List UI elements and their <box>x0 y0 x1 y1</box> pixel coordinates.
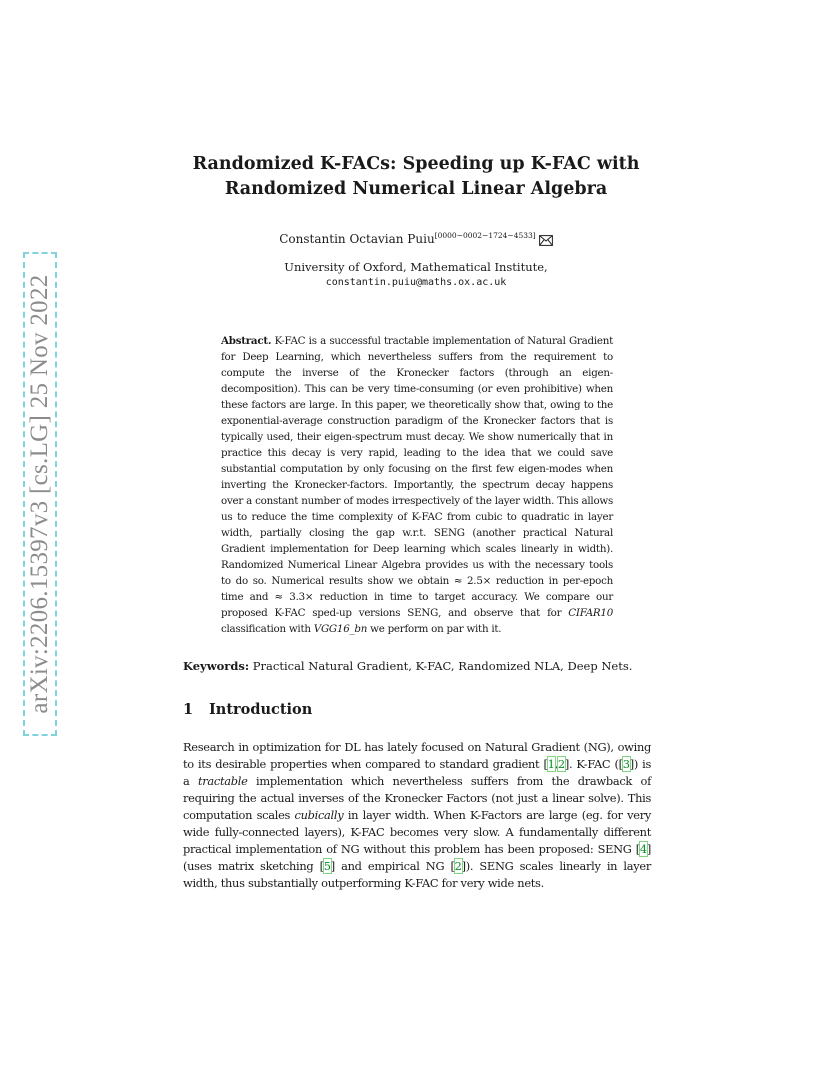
institution: University of Oxford, Mathematical Institute, <box>284 260 548 274</box>
intro-text: becomes very slow. A fundamentally different practical implementation of NG without this problem has been proposed: <box>183 825 651 856</box>
intro-text: ]). <box>461 859 480 873</box>
citation-link[interactable]: 5 <box>323 859 331 873</box>
citation-link[interactable]: 2 <box>557 757 565 771</box>
intro-seng: SENG <box>479 859 514 873</box>
intro-emphasis: tractable <box>198 774 248 788</box>
title-line-2: Randomized Numerical Linear Algebra <box>224 179 608 199</box>
keywords-label: Keywords: <box>183 659 250 673</box>
intro-text: ([ <box>610 757 623 771</box>
envelope-icon[interactable] <box>539 234 553 250</box>
abstract-text-4: sped-up versions <box>305 607 408 619</box>
section-title: Introduction <box>209 701 313 718</box>
abstract-kfac-1: K-FAC <box>274 335 306 347</box>
intro-text: ] (uses matrix sketching [ <box>183 842 651 873</box>
affiliation <box>150 259 682 291</box>
arxiv-identifier[interactable]: arXiv:2206.15397v3 [cs.LG] 25 Nov 2022 <box>26 274 53 714</box>
intro-text: ]. <box>564 757 577 771</box>
abstract-seng-1: SENG <box>433 527 465 539</box>
intro-text: ]) is a <box>183 757 651 788</box>
abstract-kfac-2: K-FAC <box>411 511 443 523</box>
intro-kfac: K-FAC <box>404 876 439 890</box>
citation-link[interactable]: 3 <box>622 757 630 771</box>
abstract <box>221 333 613 637</box>
abstract-text-1: is a successful tractable implementation of Natural Gradient for Deep Learning, which nevertheless suffers from the requirement to compute the inverse of the Kronecker factors (through an eigen-decomposition). This can be very time-consuming (or even prohibitive) when these factors are large. In this paper, we theoretically show that, owing to the exponential-average construction paradigm of the Kronecker factors that is typically used, their eigen-spectrum must decay. We show numerically that in practice this decay is very rapid, leading to the idea that we could save substantial computation by only focusing on the first few eigen-modes when inverting the Kronecker-factors. Importantly, the spectrum decay happens over a constant number of modes irrespectively of the layer width. This allows us to reduce the time complexity of <box>221 335 613 523</box>
intro-text: ] and empirical NG [ <box>330 859 455 873</box>
intro-text: , <box>554 757 558 771</box>
abstract-vgg16bn: VGG16_bn <box>313 623 368 635</box>
intro-text: in layer width. When K-Factors are large (eg. for very wide fully-connected layers), <box>183 808 651 839</box>
author-email[interactable]: constantin.puiu@maths.ox.ac.uk <box>325 277 507 288</box>
citation-link[interactable]: 4 <box>639 842 647 856</box>
abstract-seng-2: SENG <box>407 607 439 619</box>
keywords <box>183 658 653 674</box>
intro-text: scales linearly in layer width, thus substantially outperforming <box>183 859 651 890</box>
author-line <box>150 228 682 250</box>
intro-kfac: K-FAC <box>576 757 611 771</box>
author-orcid[interactable]: [0000−0002−1724−4533] <box>434 231 536 240</box>
intro-seng: SENG <box>597 842 632 856</box>
paper-title <box>150 152 682 202</box>
intro-text: Research in optimization for DL has lately focused on Natural Gradient (NG), owing to its desirable properties when compared to standard gradient [ <box>183 740 651 771</box>
abstract-text-7: we perform on par with it. <box>367 623 502 635</box>
abstract-text-2: from cubic to quadratic in layer width, partially closing the gap w.r.t. <box>221 511 613 539</box>
abstract-kfac-3: K-FAC <box>274 607 306 619</box>
intro-kfac: K-FAC <box>350 825 385 839</box>
section-heading-introduction <box>183 701 312 718</box>
introduction-paragraph <box>183 739 651 892</box>
citation-link[interactable]: 1 <box>547 757 555 771</box>
intro-emphasis: cubically <box>294 808 344 822</box>
abstract-text-6: classification with <box>221 623 314 635</box>
title-line-1: Randomized K-FACs: Speeding up K-FAC with <box>192 154 640 174</box>
author-name: Constantin Octavian Puiu <box>279 232 435 246</box>
intro-text: implementation which nevertheless suffers from the drawback of requiring the actual inverses of the Kronecker Factors (not just a linear solve). This computation scales <box>183 774 652 822</box>
citation-link[interactable]: 2 <box>454 859 462 873</box>
abstract-cifar10: CIFAR10 <box>568 607 614 619</box>
section-number: 1 <box>183 701 194 718</box>
intro-text: [ <box>631 842 640 856</box>
abstract-label: Abstract. <box>221 335 272 347</box>
intro-text: for very wide nets. <box>438 876 544 890</box>
abstract-text-3: (another practical Natural Gradient implementation for Deep learning which scales linearly in width). Randomized Numerical Linear Algebra provides us with the necessary tools to do so. Numerical results show we obtain ≈ 2.5× reduction in per-epoch time and ≈ 3.3× reduction in time to target accuracy. We compare our proposed <box>221 527 613 619</box>
keywords-text: Practical Natural Gradient, K-FAC, Randomized NLA, Deep Nets. <box>249 659 633 673</box>
abstract-text-5: , and observe that for <box>438 607 569 619</box>
